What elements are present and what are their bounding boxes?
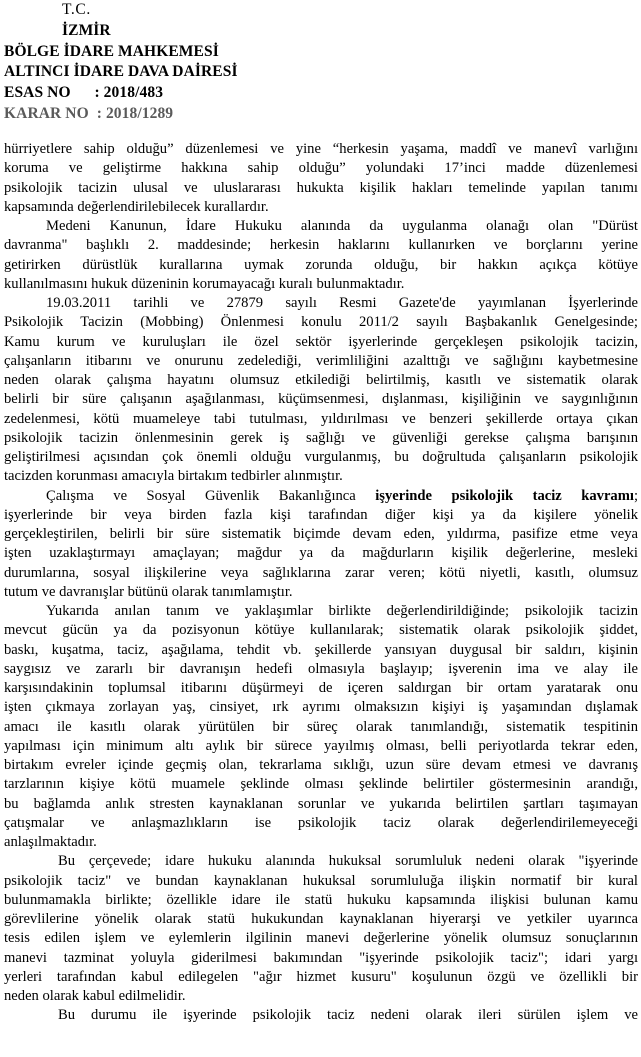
paragraph-line: psikolojik tacizin ulusal ve uluslararası hukukta kişilik hakları temelinde yapılan tanımı — [4, 179, 638, 196]
paragraph-line: anlaşılmaktadır. — [4, 834, 97, 850]
paragraph-line: yapılması için minimum altı aylık bir sürece yayılmış olması, belli periyotlarda tekrar eden, — [4, 737, 638, 754]
paragraph-line: geliştirilmesi açısından çok önemli olduğu vurgulanmış, bu doğrultuda çalışanların psikolojik — [4, 449, 638, 465]
paragraph-line: psikolojik taciz" ve bundan kaynaklanan hukuksal sorumluluğa ilişkin normatif bir kural — [4, 872, 638, 889]
header-tc: T.C. — [62, 1, 91, 18]
paragraph-line: Bu çerçevede; idare hukuku alanında hukuksal sorumluluk nedeni olarak "işyerinde — [58, 853, 638, 870]
paragraph-line: bulunmamakla birlikte; özellikle idare ile statü hukuku kapsamında ilişkisi bulunan kamu — [4, 891, 638, 908]
paragraph-line: 19.03.2011 tarihli ve 27879 sayılı Resmi Gazete'de yayımlanan İşyerlerinde — [46, 295, 638, 311]
paragraph-line: neden olarak kabul edilmelidir. — [4, 988, 186, 1004]
paragraph-line: tacizden korunması amacıyla birtakım tedbirler alınmıştır. — [4, 468, 343, 485]
paragraph-line: koruma ve geliştirme hakkına sahip olduğu” yolundaki 17’inci madde düzenlemesi — [4, 160, 638, 177]
line-text: Çalışma ve Sosyal Güvenlik Bakanlığınca — [46, 487, 376, 504]
paragraph-line: neden olarak çalışma hayatını olumsuz etkilediği belirtilmiş, kasıtlı ve sistematik olarak — [4, 372, 638, 388]
paragraph-line: işten uzaklaştırmayı amaçlayan; mağdur ya da mağdurların kişilik değerlerine, mesleki — [4, 545, 638, 562]
document-body — [4, 140, 638, 1026]
paragraph-line: davranma" başlıklı 2. maddesinde; herkesin haklarını kullanırken ve borçlarını yerine — [4, 237, 638, 254]
header-karar: KARAR NO : 2018/1289 — [4, 104, 174, 122]
header-esas: ESAS NO : 2018/483 — [4, 84, 164, 102]
paragraph-line: tutum ve davranışlar bütünü olarak tanımlamıştır. — [4, 583, 293, 600]
paragraph-line: kullanılmasını hukuk düzeninin korumayacağı kuralı bulunmaktadır. — [4, 275, 405, 292]
paragraph-line: belirli bir süre çalışanın aşağılanması, küçümsenmesi, dışlanması, kişiliğinin ve saygınlığının — [4, 391, 638, 408]
paragraph-line: Yukarıda anılan tanım ve yaklaşımlar birlikte değerlendirildiğinde; psikolojik tacizin — [46, 603, 638, 619]
emphasized-term: işyerinde psikolojik taciz kavramı — [375, 487, 634, 504]
paragraph-line: Kamu kurum ve kuruluşları ile özel sektör işyerlerinde gerçekleşen psikolojik tacizin, — [4, 333, 638, 350]
paragraph-line: gerçekleştirilen, belirli bir süre sistematik biçimde devam eden, yıldırma, pasifize etme veya — [4, 526, 638, 542]
paragraph-line: karşısındakinin toplumsal itibarını düşürmeyi de içeren saldırgan bir ortam yaratarak onu — [4, 680, 638, 696]
paragraph-line: saygısız ve zararlı bir davranışın hedefi olmasıyla başlayıp; işverenin ima ve alay ile — [4, 660, 638, 677]
header-city: İZMİR — [62, 21, 111, 39]
line-text: ; — [633, 487, 638, 504]
paragraph-line: görevlilerine yönelik olarak statü hukukundan kaynaklanan hiyerarşi ve yetkiler uyarınca — [4, 911, 638, 927]
paragraph-line: mevcut gücün ya da pozisyonun kötüye kullanılarak; sistematik olarak psikolojik şiddet, — [4, 622, 638, 639]
paragraph-line: baskı, kuşatma, taciz, aşağılama, tehdit vb. şekillerde yansıyan duygusal bir saldırı, kişinin — [4, 641, 638, 658]
paragraph-line: hürriyetlere sahip olduğu” düzenlemesi ve yine “herkesin yaşama, maddî ve manevî varlığını — [4, 141, 638, 157]
paragraph-line: amacı ile kasıtlı olarak yürütülen bir süreç olarak tanımlandığı, sistematik tespitinin — [4, 718, 638, 735]
paragraph-line: getirirken dürüstlük kurallarına uymak zorunda olduğu, bir hakkın açıkça kötüye — [4, 256, 638, 273]
header-court: BÖLGE İDARE MAHKEMESİ — [4, 42, 219, 60]
paragraph-line: tarzlarının kişiye kötü muamele şeklinde olması şeklinde belirtiler göstermesinin arandığı, — [4, 776, 638, 793]
paragraph-line: yerleri tarafından kabul edilegelen "ağır hizmet kusuru" koşulunun özgü ve özellikli bir — [4, 968, 638, 985]
paragraph-line: tesis edilen işlem ve eylemlerin ilgilinin manevi değerlerine yönelik olumsuz sonuçlarının — [4, 930, 638, 947]
paragraph-line: birtakım evreler içinde geçmiş olan, tekrarlama sıklığı, uzun süre devam etmesi ve davranış — [4, 757, 638, 773]
paragraph-line: Medeni Kanunun, İdare Hukuku alanında da uygulanma olanağı olan "Dürüst — [46, 218, 638, 234]
document-header — [4, 0, 238, 125]
paragraph-line: bu bağlamda anlık stresten kaynaklanan sorunlar ve yukarıda belirtilen şartları taşımayan — [4, 795, 638, 812]
paragraph-line — [4, 487, 638, 506]
paragraph-line: işyerlerinde bir veya birden fazla kişi tarafından diğer kişi ya da kişilere yönelik — [4, 506, 638, 523]
paragraph-line: psikolojik tacizin önlenmesinin gerek iş sağlığı ve güvenliği gerekse çalışma barışının — [4, 429, 638, 446]
paragraph-line: durumlarına, sosyal ilişkilerine veya sağlıklarına zarar veren; kötü niyetli, kasıtlı, olumsuz — [4, 564, 638, 581]
paragraph-line: kapsamında değerlendirilebilecek kurallardır. — [4, 198, 269, 215]
paragraph-line: işten çıkmaya zorlayan yaş, cinsiyet, ırk ayrımı olmaksızın kişiyi iş yaşamından dışlamak — [4, 699, 638, 716]
header-chamber: ALTINCI İDARE DAVA DAİRESİ — [4, 63, 238, 81]
paragraph-line: manevi tazminat yoluyla giderilmesi bakımından "işyerinde psikolojik taciz"; idari yargı — [4, 949, 638, 966]
paragraph-line: çalışanların itibarını ve onurunu zedelediği, verimliliğini azalttığı ve sağlığını kaybetmesine — [4, 352, 638, 369]
paragraph-line: Bu durumu ile işyerinde psikolojik taciz nedeni olarak ileri sürülen işlem ve — [58, 1007, 638, 1024]
paragraph-line: çatışmalar ve anlaşmazlıkların ise psikolojik taciz olarak değerlendirilemeyeceği — [4, 814, 638, 831]
paragraph-line: zedelenmesi, kötü muameleye tabi tutulması, yıldırılması ve benzeri şekillerde ortaya çıkan — [4, 410, 638, 427]
paragraph-line: Psikolojik Tacizin (Mobbing) Önlenmesi konulu 2011/2 sayılı Başbakanlık Genelgesinde; — [4, 314, 638, 331]
